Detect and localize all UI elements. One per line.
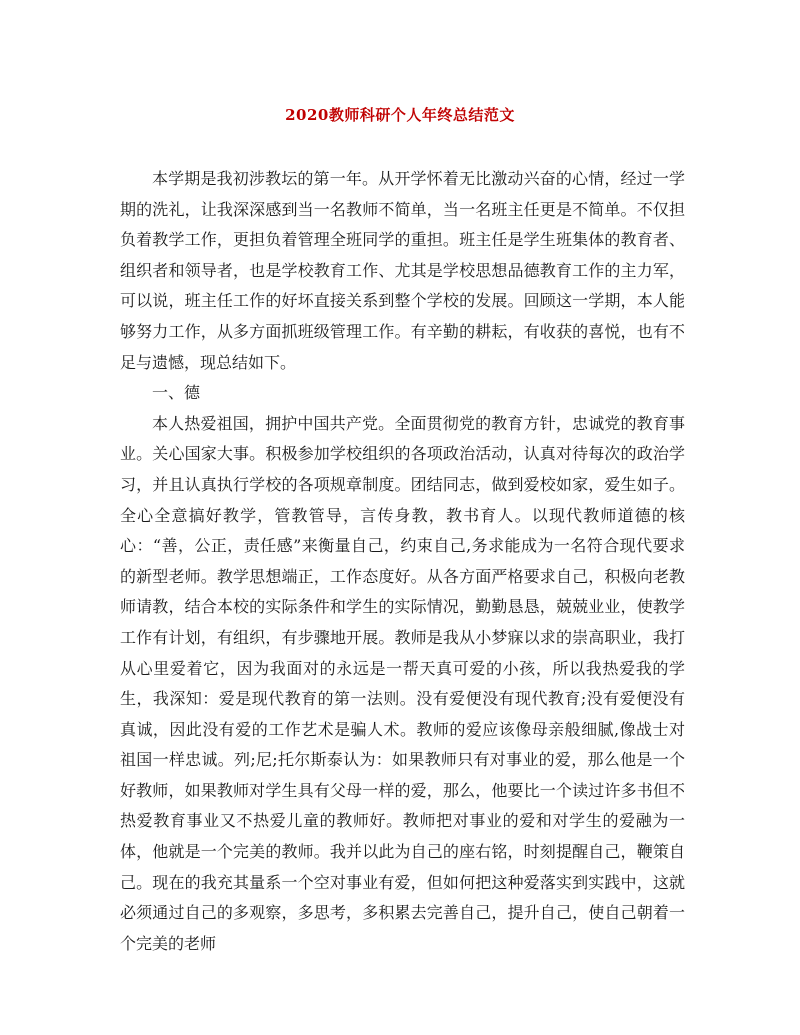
intro-paragraph: 本学期是我初涉教坛的第一年。从开学怀着无比激动兴奋的心情，经过一学期的洗礼，让我深深感到当一名教师不简单，当一名班主任更是不简单。不仅担负着教学工作，更担负着管理全班同学的重担。班主任是学生班集体的教育者、组织者和领导者，也是学校教育工作、尤其是学校思想品德教育工作的主力军，可以说，班主任工作的好坏直接关系到整个学校的发展。回顾这一学期，本人能够努力工作，从多方面抓班级管理工作。有辛勤的耕耘，有收获的喜悦，也有不足与遗憾，现总结如下。: [120, 169, 685, 372]
document-body: [120, 164, 685, 959]
section-heading-virtue: 一、德: [152, 383, 201, 403]
document-title: 2020教师科研个人年终总结范文: [285, 106, 515, 124]
section-virtue-paragraph: 本人热爱祖国，拥护中国共产党。全面贯彻党的教育方针，忠诚党的教育事业。关心国家大事。积极参加学校组织的各项政治活动，认真对待每次的政治学习，并且认真执行学校的各项规章制度。团结同志，做到爱校如家，爱生如子。全心全意搞好教学，管教管导，言传身教，教书育人。以现代教师道德的核心：“善，公正，责任感”来衡量自己，约束自己,务求能成为一名符合现代要求的新型老师。教学思想端正，工作态度好。从各方面严格要求自己，积极向老教师请教，结合本校的实际条件和学生的实际情况，勤勤恳恳，兢兢业业，使教学工作有计划，有组织，有步骤地开展。教师是我从小梦寐以求的崇高职业，我打从心里爱着它，因为我面对的永远是一帮天真可爱的小孩，所以我热爱我的学生，我深知：爱是现代教育的第一法则。没有爱便没有现代教育;没有爱便没有真诚，因此没有爱的工作艺术是骗人术。教师的爱应该像母亲般细腻,像战士对祖国一样忠诚。列;尼;托尔斯泰认为：如果教师只有对事业的爱，那么他是一个好教师，如果教师对学生具有父母一样的爱，那么，他要比一个读过许多书但不热爱教育事业又不热爱儿童的教师好。教师把对事业的爱和对学生的爱融为一体，他就是一个完美的教师。我并以此为自己的座右铭，时刻提醒自己，鞭策自己。现在的我充其量系一个空对事业有爱，但如何把这种爱落实到实践中，这就必须通过自己的多观察，多思考，多积累去完善自己，提升自己，使自己朝着一个完美的老师: [120, 413, 685, 953]
